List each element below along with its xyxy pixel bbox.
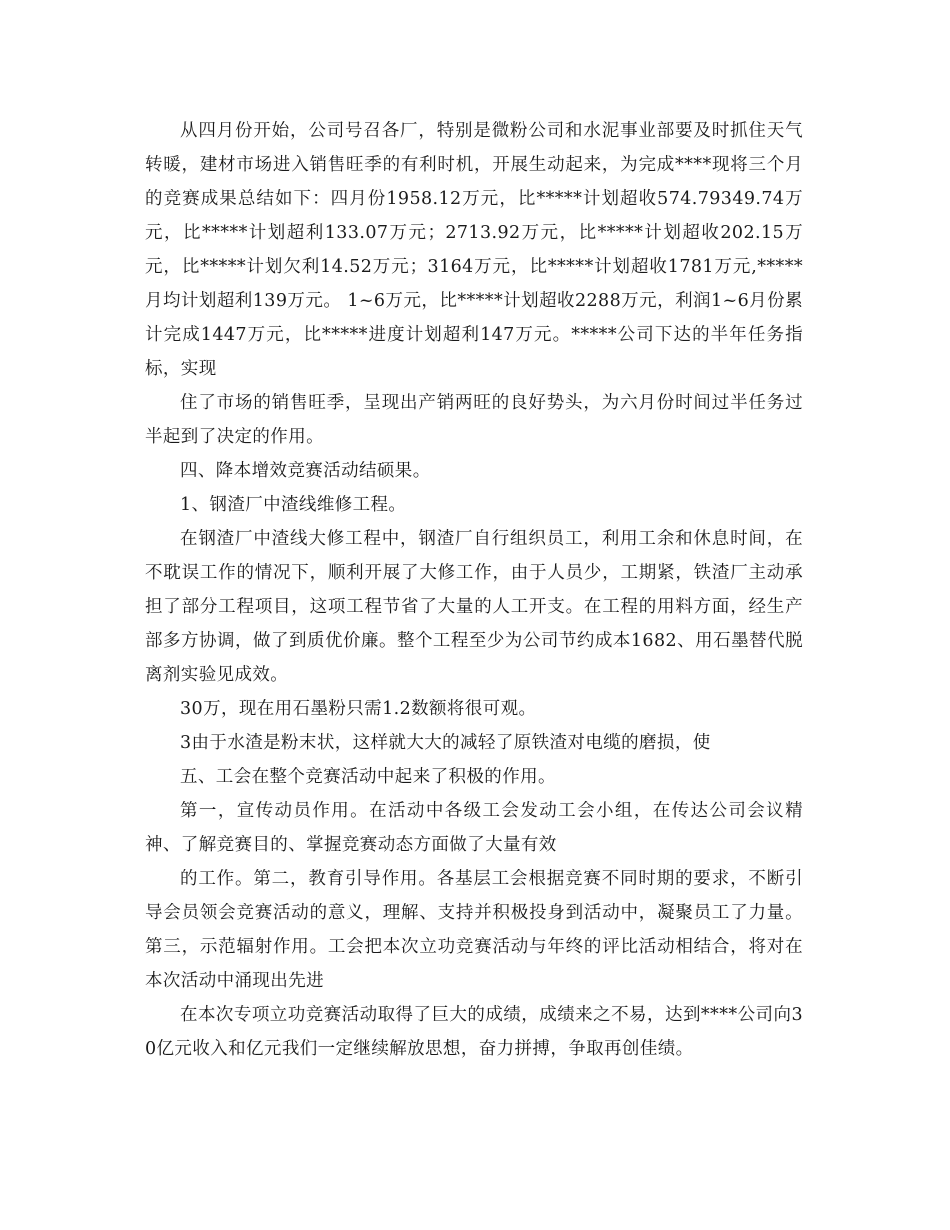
paragraph-graphite-powder: 30万，现在用石墨粉只需1.2数额将很可观。: [180, 699, 537, 719]
subheading-slag-line-repair: 1、钢渣厂中渣线维修工程。: [180, 495, 407, 515]
paragraph-union-publicity: 第一，宣传动员作用。在活动中各级工会发动工会小组，在传达公司会议精神、了解竞赛目的、掌握竞赛动态方面做了大量有效: [145, 801, 803, 855]
document-body: [145, 114, 803, 1066]
section-heading-cost-reduction: 四、降本增效竞赛活动结硕果。: [180, 461, 431, 481]
paragraph-sales-peak: 住了市场的销售旺季，呈现出产销两旺的良好势头，为六月份时间过半任务过半起到了决定的作用。: [145, 393, 803, 447]
section-heading-union-role: 五、工会在整个竞赛活动中起来了积极的作用。: [180, 767, 556, 787]
paragraph-union-guidance: 的工作。第二，教育引导作用。各基层工会根据竞赛不同时期的要求，不断引导会员领会竞赛活动的意义，理解、支持并积极投身到活动中，凝聚员工了力量。第三，示范辐射作用。工会把本次立功竞赛活动与年终的评比活动相结合，将对在本次活动中涌现出先进: [145, 869, 803, 991]
paragraph-water-slag: 3由于水渣是粉末状，这样就大大的减轻了原铁渣对电缆的磨损，使: [180, 733, 711, 753]
paragraph-sales-competition: 从四月份开始，公司号召各厂，特别是微粉公司和水泥事业部要及时抓住天气转暖，建材市场进入销售旺季的有利时机，开展生动起来，为完成****现将三个月的竞赛成果总结如下：四月份1958.12万元，比*****计划超收574.79349.74万元，比*****计划超利133.07万元；2713.92万元，比*****计划超收202.15万元，比*****计划欠利14.52万元；3164万元，比*****计划超收1781万元,*****月均计划超利139万元。 1~6万元，比*****计划超收2288万元，利润1~6月份累计完成1447万元，比*****进度计划超利147万元。*****公司下达的半年任务指标，实现: [145, 121, 803, 379]
paragraph-conclusion: 在本次专项立功竞赛活动取得了巨大的成绩，成绩来之不易，达到****公司向30亿元收入和亿元我们一定继续解放思想，奋力拼搏，争取再创佳绩。: [145, 1005, 803, 1059]
paragraph-slag-line-repair: 在钢渣厂中渣线大修工程中，钢渣厂自行组织员工，利用工余和休息时间，在不耽误工作的情况下，顺利开展了大修工作，由于人员少，工期紧，铁渣厂主动承担了部分工程项目，这项工程节省了大量的人工开支。在工程的用料方面，经生产部多方协调，做了到质优价廉。整个工程至少为公司节约成本1682、用石墨替代脱离剂实验见成效。: [145, 529, 803, 685]
